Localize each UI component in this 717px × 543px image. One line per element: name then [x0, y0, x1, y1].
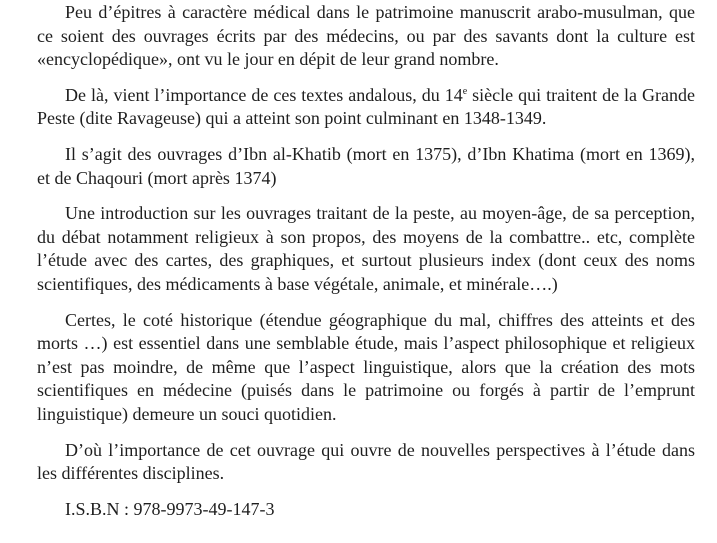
paragraph-authors: Il s’agit des ouvrages d’Ibn al-Khatib (mort en 1375), d’Ibn Khatima (mort en 1369), et de Chaqouri (mort après 1374): [37, 143, 695, 188]
paragraph-andalusian-texts-end: siècle qui traitent de la Grande Peste (dite Ravageuse) qui a atteint son point culminant en 1348-1349.: [37, 84, 695, 129]
paragraph-andalusian-texts: [37, 84, 695, 131]
paragraph-introduction-content: Une introduction sur les ouvrages traitant de la peste, au moyen-âge, de sa perception, du débat notamment religieux à son propos, des moyens de la combattre.. etc, complète l’étude avec des cartes, des graphiques, et surtout plusieurs index (dont ceux des noms scientifiques, des médicaments à base végétale, animale, et minérale….): [37, 203, 695, 294]
paragraph-andalusian-texts-start: De là, vient l’importance de ces textes andalous, du 14: [65, 84, 463, 105]
century-superscript: e: [462, 85, 468, 97]
paragraph-intro: Peu d’épitres à caractère médical dans le patrimoine manuscrit arabo-musulman, que ce soient des ouvrages écrits par des médecins, ou par des savants dont la culture est «encyclopédique», ont vu le jour en dépit de leur grand nombre.: [37, 2, 695, 70]
isbn-line: I.S.B.N : 978-9973-49-147-3: [65, 498, 275, 519]
paragraph-historical-aspect: Certes, le coté historique (étendue géographique du mal, chiffres des atteints et des morts …) est essentiel dans une semblable étude, mais l’aspect philosophique et religieux n’est pas moindre, de même que l’aspect linguistique, alors que la création des mots scientifiques en médecine (puisés dans le patrimoine ou forgés à partir de l’emprunt linguistique) demeure un souci quotidien.: [37, 309, 695, 424]
document-body: [37, 0, 695, 521]
paragraph-conclusion: D’où l’importance de cet ouvrage qui ouvre de nouvelles perspectives à l’étude dans les différentes disciplines.: [37, 439, 695, 484]
